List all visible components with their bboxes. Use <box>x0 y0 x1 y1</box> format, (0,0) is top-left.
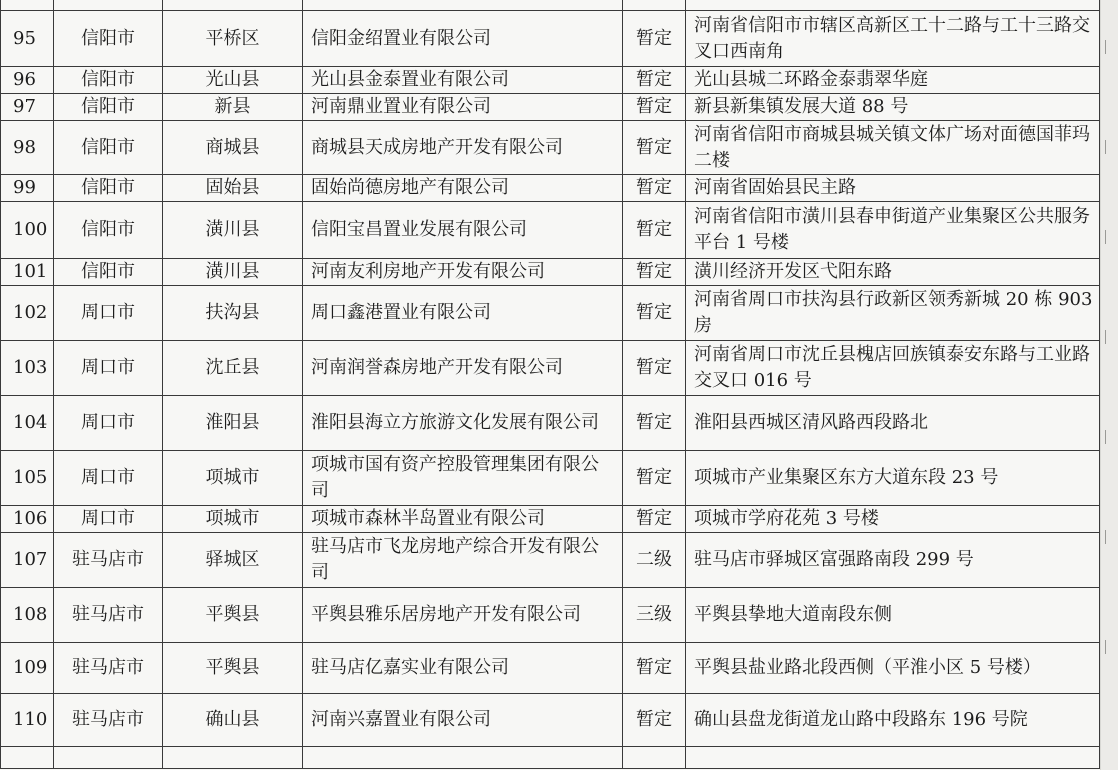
cell-city: 周口市 <box>54 286 163 341</box>
cell-company: 平舆县雅乐居房地产开发有限公司 <box>303 588 623 643</box>
scan-artifact <box>1105 430 1116 444</box>
cell-number: 95 <box>1 11 54 67</box>
scan-artifact <box>1105 530 1116 544</box>
table-row <box>1 11 1100 67</box>
cell-district: 固始县 <box>163 175 303 202</box>
cell-company: 河南鼎业置业有限公司 <box>303 94 623 121</box>
cell-address: 淮阳县西城区清风路西段路北 <box>686 396 1100 451</box>
cell-address: 河南省信阳市商城县城关镇文体广场对面德国菲玛二楼 <box>686 121 1100 175</box>
scan-artifact <box>1105 140 1116 154</box>
cell-number: 103 <box>1 341 54 396</box>
table-row <box>1 175 1100 202</box>
table-row <box>1 396 1100 451</box>
cell-city <box>54 0 163 11</box>
cell-district: 项城市 <box>163 506 303 533</box>
cell-grade: 暂定 <box>623 341 686 396</box>
cell-grade: 暂定 <box>623 259 686 286</box>
cell-address: 确山县盘龙街道龙山路中段路东 196 号院 <box>686 694 1100 747</box>
cell-grade: 二级 <box>623 533 686 588</box>
cell-city: 驻马店市 <box>54 643 163 694</box>
cell-address <box>686 0 1100 11</box>
cell-city: 信阳市 <box>54 94 163 121</box>
cell-company: 淮阳县海立方旅游文化发展有限公司 <box>303 396 623 451</box>
cell-address: 潢川经济开发区弋阳东路 <box>686 259 1100 286</box>
cell-company: 驻马店亿嘉实业有限公司 <box>303 643 623 694</box>
cell-company: 项城市森林半岛置业有限公司 <box>303 506 623 533</box>
cell-company <box>303 0 623 11</box>
table-row <box>1 202 1100 259</box>
cell-district: 项城市 <box>163 451 303 506</box>
table-row <box>1 259 1100 286</box>
cell-address: 项城市学府花苑 3 号楼 <box>686 506 1100 533</box>
cell-city: 信阳市 <box>54 175 163 202</box>
cell-city: 信阳市 <box>54 67 163 94</box>
cell-grade: 暂定 <box>623 11 686 67</box>
cell-grade: 暂定 <box>623 506 686 533</box>
cell-number: 99 <box>1 175 54 202</box>
cell-district: 淮阳县 <box>163 396 303 451</box>
cell-grade: 暂定 <box>623 694 686 747</box>
scan-artifact <box>1105 40 1116 54</box>
cell-district: 潢川县 <box>163 259 303 286</box>
table-body <box>1 0 1100 769</box>
cell-grade: 暂定 <box>623 451 686 506</box>
cell-district: 沈丘县 <box>163 341 303 396</box>
cell-city: 周口市 <box>54 506 163 533</box>
cell-city: 周口市 <box>54 396 163 451</box>
cell-district <box>163 747 303 769</box>
table-row <box>1 588 1100 643</box>
cell-address: 光山县城二环路金泰翡翠华庭 <box>686 67 1100 94</box>
cell-grade: 暂定 <box>623 175 686 202</box>
cell-city: 周口市 <box>54 451 163 506</box>
cell-grade <box>623 747 686 769</box>
cell-address: 河南省周口市扶沟县行政新区领秀新城 20 栋 903 房 <box>686 286 1100 341</box>
cell-company: 周口鑫港置业有限公司 <box>303 286 623 341</box>
cell-grade: 暂定 <box>623 396 686 451</box>
table-row <box>1 533 1100 588</box>
cell-address: 平舆县盐业路北段西侧（平淮小区 5 号楼） <box>686 643 1100 694</box>
cell-company: 光山县金泰置业有限公司 <box>303 67 623 94</box>
cell-number: 97 <box>1 94 54 121</box>
table-row <box>1 506 1100 533</box>
cell-grade: 暂定 <box>623 286 686 341</box>
cell-district: 确山县 <box>163 694 303 747</box>
cell-address: 驻马店市驿城区富强路南段 299 号 <box>686 533 1100 588</box>
cell-grade: 三级 <box>623 588 686 643</box>
next-page-edge <box>1100 0 1118 770</box>
table-row <box>1 747 1100 769</box>
cell-district: 光山县 <box>163 67 303 94</box>
cell-grade: 暂定 <box>623 643 686 694</box>
cell-district: 平舆县 <box>163 588 303 643</box>
cell-number: 107 <box>1 533 54 588</box>
cell-number: 98 <box>1 121 54 175</box>
table-row <box>1 341 1100 396</box>
cell-address: 河南省固始县民主路 <box>686 175 1100 202</box>
cell-company: 河南兴嘉置业有限公司 <box>303 694 623 747</box>
cell-address <box>686 747 1100 769</box>
cell-grade: 暂定 <box>623 121 686 175</box>
cell-city <box>54 747 163 769</box>
cell-city: 信阳市 <box>54 121 163 175</box>
table-row <box>1 0 1100 11</box>
cell-city: 信阳市 <box>54 11 163 67</box>
table-row <box>1 67 1100 94</box>
cell-district: 平桥区 <box>163 11 303 67</box>
cell-city: 周口市 <box>54 341 163 396</box>
table-row <box>1 694 1100 747</box>
cell-city: 驻马店市 <box>54 533 163 588</box>
cell-company: 驻马店市飞龙房地产综合开发有限公司 <box>303 533 623 588</box>
cell-district: 驿城区 <box>163 533 303 588</box>
cell-city: 驻马店市 <box>54 694 163 747</box>
table-row <box>1 94 1100 121</box>
cell-number: 110 <box>1 694 54 747</box>
cell-company: 信阳金绍置业有限公司 <box>303 11 623 67</box>
cell-number: 104 <box>1 396 54 451</box>
table-row <box>1 451 1100 506</box>
cell-district: 商城县 <box>163 121 303 175</box>
cell-address: 河南省周口市沈丘县槐店回族镇泰安东路与工业路交叉口 016 号 <box>686 341 1100 396</box>
cell-number <box>1 747 54 769</box>
table-row <box>1 286 1100 341</box>
table-row <box>1 121 1100 175</box>
cell-grade: 暂定 <box>623 202 686 259</box>
cell-number: 102 <box>1 286 54 341</box>
cell-grade: 暂定 <box>623 67 686 94</box>
cell-company: 河南润誉森房地产开发有限公司 <box>303 341 623 396</box>
cell-district: 潢川县 <box>163 202 303 259</box>
cell-address: 平舆县挚地大道南段东侧 <box>686 588 1100 643</box>
cell-number: 105 <box>1 451 54 506</box>
cell-number: 109 <box>1 643 54 694</box>
scan-artifact <box>1105 640 1116 654</box>
cell-address: 新县新集镇发展大道 88 号 <box>686 94 1100 121</box>
cell-address: 河南省信阳市潢川县春申街道产业集聚区公共服务平台 1 号楼 <box>686 202 1100 259</box>
cell-company: 信阳宝昌置业发展有限公司 <box>303 202 623 259</box>
cell-number: 96 <box>1 67 54 94</box>
table-row <box>1 643 1100 694</box>
cell-city: 信阳市 <box>54 202 163 259</box>
cell-number: 101 <box>1 259 54 286</box>
cell-grade: 暂定 <box>623 94 686 121</box>
cell-city: 信阳市 <box>54 259 163 286</box>
scan-artifact <box>1105 330 1116 344</box>
cell-number: 100 <box>1 202 54 259</box>
cell-city: 驻马店市 <box>54 588 163 643</box>
cell-district: 新县 <box>163 94 303 121</box>
cell-number <box>1 0 54 11</box>
scan-artifact <box>1105 230 1116 244</box>
cell-company: 河南友利房地产开发有限公司 <box>303 259 623 286</box>
cell-address: 项城市产业集聚区东方大道东段 23 号 <box>686 451 1100 506</box>
cell-company: 项城市国有资产控股管理集团有限公司 <box>303 451 623 506</box>
cell-number: 108 <box>1 588 54 643</box>
cell-district: 扶沟县 <box>163 286 303 341</box>
cell-company: 固始尚德房地产有限公司 <box>303 175 623 202</box>
cell-district <box>163 0 303 11</box>
cell-company: 商城县天成房地产开发有限公司 <box>303 121 623 175</box>
cell-number: 106 <box>1 506 54 533</box>
cell-address: 河南省信阳市市辖区高新区工十二路与工十三路交叉口西南角 <box>686 11 1100 67</box>
cell-grade <box>623 0 686 11</box>
cell-district: 平舆县 <box>163 643 303 694</box>
cell-company <box>303 747 623 769</box>
